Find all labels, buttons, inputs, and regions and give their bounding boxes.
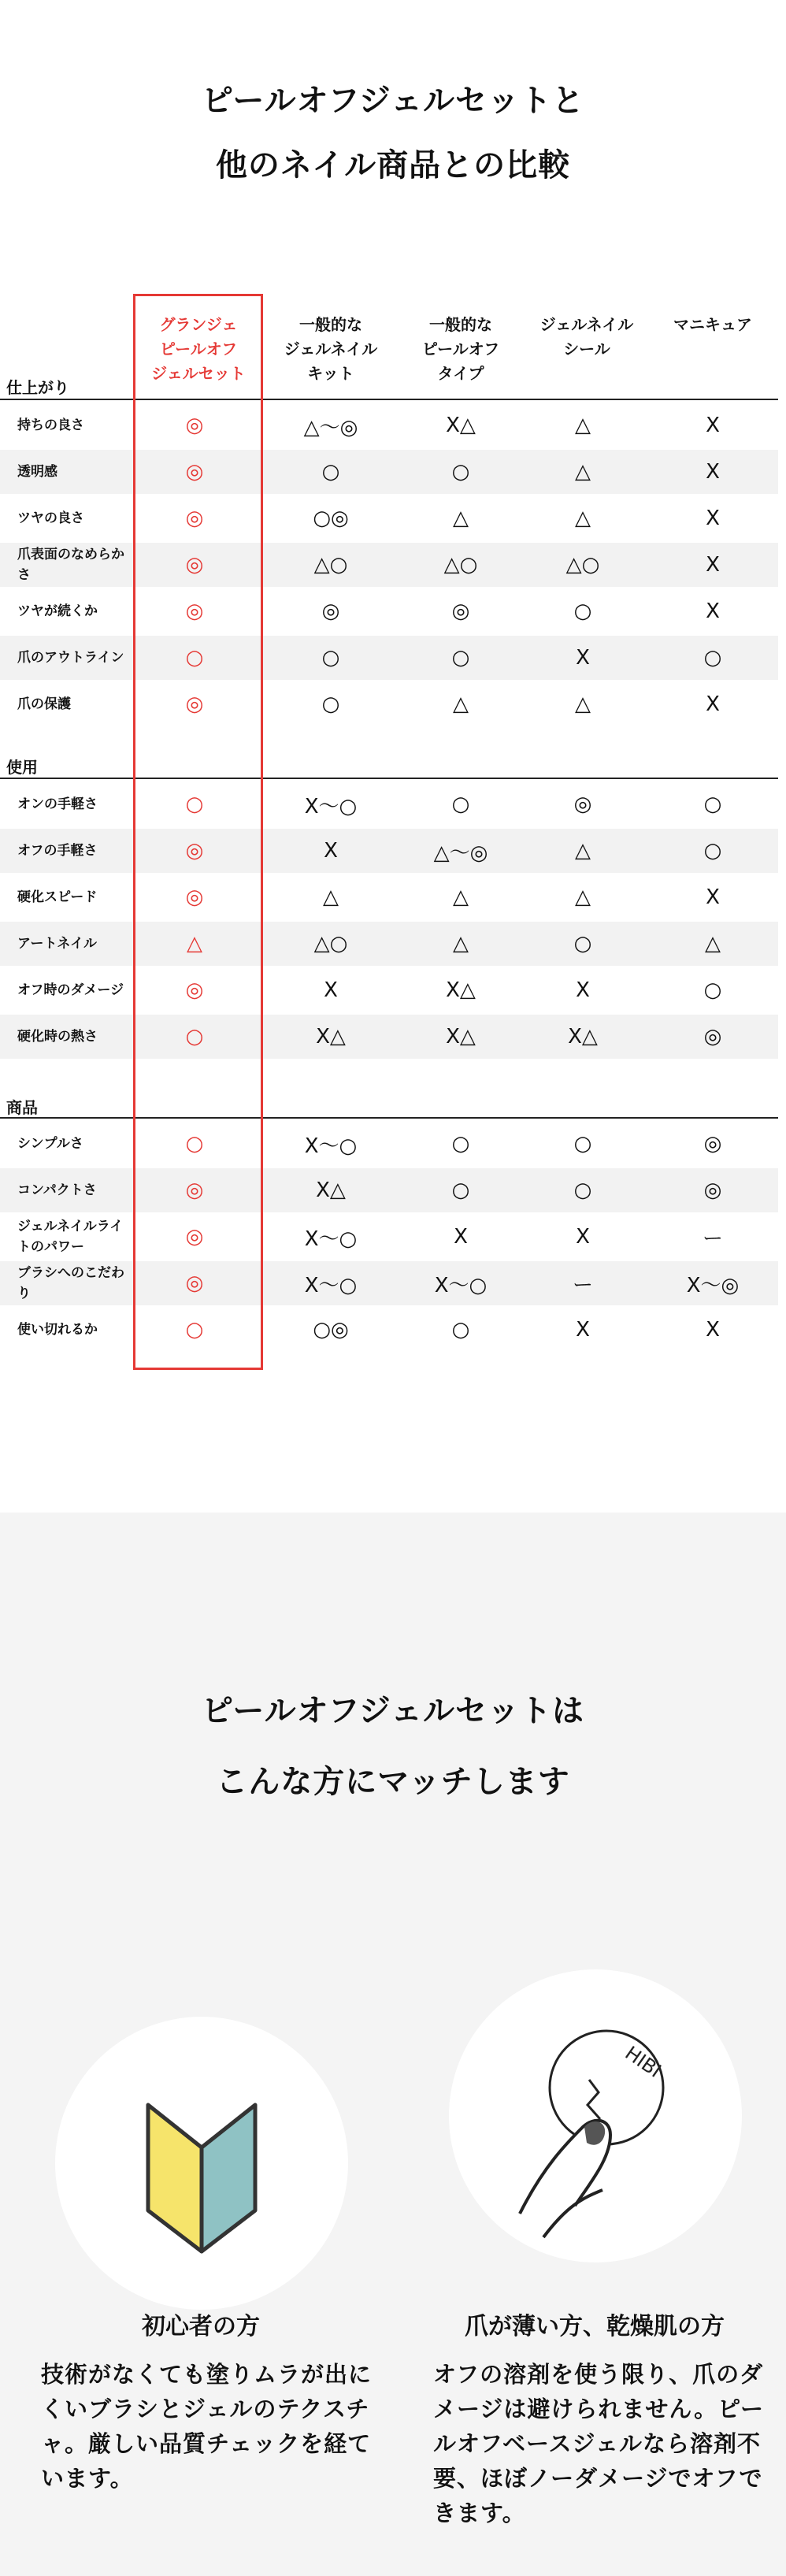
row-label: 爪表面のなめらかさ bbox=[17, 547, 124, 583]
table-row bbox=[0, 1261, 778, 1305]
rating-cell: △ bbox=[575, 460, 591, 484]
rating-cell: ◎ bbox=[185, 839, 204, 863]
rating-cell: X〜○ bbox=[434, 1273, 488, 1297]
group-title: 商品 bbox=[6, 1098, 38, 1117]
row-label: アートネイル bbox=[17, 936, 97, 952]
comparison-title-line2: 他のネイル商品との比較 bbox=[215, 147, 571, 184]
row-label: 硬化スピード bbox=[17, 889, 98, 905]
table-row bbox=[0, 496, 778, 540]
row-label: オフの手軽さ bbox=[17, 843, 98, 859]
recommendation-title-line1: ピールオフジェルセットは bbox=[202, 1693, 584, 1729]
rating-cell: X bbox=[576, 1225, 590, 1249]
rating-cell: ○ bbox=[321, 646, 340, 670]
rating-cell: X bbox=[706, 885, 720, 909]
table-row bbox=[0, 1122, 778, 1166]
row-label: ブラシへのこだわり bbox=[17, 1265, 124, 1301]
rating-cell: ◎ bbox=[703, 1025, 722, 1049]
highlight-column-frame bbox=[133, 294, 263, 1370]
rating-cell: X〜○ bbox=[304, 794, 358, 818]
rating-cell: ○ bbox=[703, 978, 722, 1002]
rating-cell: △○ bbox=[565, 553, 600, 577]
rating-cell: △ bbox=[575, 692, 591, 716]
row-label: ツヤが続くか bbox=[17, 603, 98, 619]
card-title-thin-nail: 爪が薄い方、乾燥肌の方 bbox=[465, 2313, 725, 2340]
table-row bbox=[0, 922, 778, 966]
rating-cell: △ bbox=[453, 932, 469, 956]
rating-cell: ○ bbox=[321, 692, 340, 716]
table-row bbox=[0, 682, 778, 726]
rating-cell: X bbox=[454, 1225, 468, 1249]
rating-cell: X bbox=[324, 839, 338, 863]
rating-cell: X△ bbox=[316, 1025, 346, 1049]
rating-cell: ○ bbox=[573, 932, 592, 956]
table-row bbox=[0, 403, 778, 447]
card-description-thin-nail: オフの溶剤を使う限り、爪のダメージは避けられません。ピールオフベースジェルなら溶剤不要、ほぼノーダメージでオフできます。 bbox=[433, 2361, 765, 2526]
rating-cell: ○ bbox=[573, 1179, 592, 1202]
table-row bbox=[0, 1015, 778, 1059]
rating-cell: X△ bbox=[446, 414, 476, 437]
rating-cell: ○ bbox=[321, 460, 340, 484]
rating-cell: ○ bbox=[451, 1132, 470, 1156]
column-header-2: 一般的な ジェルネイル キット bbox=[284, 315, 378, 383]
column-header-3: 一般的な ピールオフ タイプ bbox=[421, 315, 500, 383]
group-divider bbox=[0, 1117, 778, 1119]
row-label: オフ時のダメージ bbox=[17, 982, 124, 998]
rating-cell: X bbox=[706, 599, 720, 623]
column-header-4: ジェルネイル シール bbox=[539, 315, 634, 358]
row-label: 爪の保護 bbox=[17, 696, 71, 712]
rating-cell: X△ bbox=[568, 1025, 598, 1049]
rating-cell: X△ bbox=[316, 1179, 346, 1202]
rating-cell: ○ bbox=[703, 839, 722, 863]
table-row bbox=[0, 543, 778, 587]
recommendation-title-line2: こんな方にマッチします bbox=[216, 1764, 570, 1800]
group-divider bbox=[0, 399, 778, 400]
rating-cell: ◎ bbox=[185, 599, 204, 623]
rating-cell: ◎ bbox=[185, 1225, 204, 1249]
rating-cell: X〜◎ bbox=[686, 1273, 740, 1297]
rating-cell: X〜○ bbox=[304, 1134, 358, 1158]
row-label: オンの手軽さ bbox=[17, 796, 98, 812]
rating-cell: ー bbox=[572, 1273, 593, 1297]
rating-cell: ◎ bbox=[451, 599, 470, 623]
rating-cell: X bbox=[576, 978, 590, 1002]
rating-cell: X△ bbox=[446, 1025, 476, 1049]
table-row bbox=[0, 1215, 778, 1259]
rating-cell: △ bbox=[575, 839, 591, 863]
rating-cell: X〜○ bbox=[304, 1227, 358, 1251]
rating-cell: X bbox=[706, 460, 720, 484]
rating-cell: ○ bbox=[573, 599, 592, 623]
rating-cell: △○ bbox=[313, 932, 348, 956]
rating-cell: ○ bbox=[451, 1179, 470, 1202]
rating-cell: X bbox=[706, 553, 720, 577]
rating-cell: ー bbox=[702, 1227, 723, 1251]
rating-cell: △ bbox=[453, 692, 469, 716]
beginner-illustration bbox=[55, 2017, 348, 2310]
rating-cell: ◎ bbox=[703, 1179, 722, 1202]
column-header-5: マニキュア bbox=[673, 315, 752, 334]
table-row bbox=[0, 589, 778, 633]
row-label: 使い切れるか bbox=[17, 1322, 98, 1338]
rating-cell: X〜○ bbox=[304, 1273, 358, 1297]
rating-cell: ◎ bbox=[185, 1179, 204, 1202]
rating-cell: △ bbox=[187, 932, 202, 956]
rating-cell: ○◎ bbox=[313, 1318, 349, 1342]
column-header-1: グランジェ ピールオフ ジェルセット bbox=[151, 315, 246, 383]
rating-cell: ◎ bbox=[185, 1271, 204, 1295]
rating-cell: ○◎ bbox=[313, 507, 349, 530]
group-divider bbox=[0, 778, 778, 779]
table-row bbox=[0, 829, 778, 873]
rating-cell: ◎ bbox=[185, 553, 204, 577]
rating-cell: X bbox=[706, 414, 720, 437]
rating-cell: △○ bbox=[313, 553, 348, 577]
row-label: 爪のアウトライン bbox=[17, 650, 124, 666]
rating-cell: ◎ bbox=[185, 460, 204, 484]
table-row bbox=[0, 450, 778, 494]
rating-cell: △〜◎ bbox=[433, 841, 488, 865]
rating-cell: ○ bbox=[185, 1132, 204, 1156]
group-title: 仕上がり bbox=[6, 378, 69, 397]
svg-text:HIBI: HIBI bbox=[621, 2041, 666, 2082]
rating-cell: ◎ bbox=[573, 792, 592, 816]
rating-cell: X bbox=[706, 1318, 720, 1342]
rating-cell: △ bbox=[575, 885, 591, 909]
rating-cell: ◎ bbox=[185, 692, 204, 716]
row-label: 硬化時の熱さ bbox=[17, 1029, 98, 1045]
table-row bbox=[0, 875, 778, 919]
comparison-title-line1: ピールオフジェルセットと bbox=[202, 83, 584, 119]
rating-cell: △ bbox=[575, 507, 591, 530]
rating-cell: ○ bbox=[451, 1318, 470, 1342]
rating-cell: △○ bbox=[443, 553, 478, 577]
rating-cell: ○ bbox=[185, 1318, 204, 1342]
thin-nail-finger-icon bbox=[449, 1969, 742, 2262]
row-label: コンパクトさ bbox=[17, 1182, 97, 1198]
rating-cell: ◎ bbox=[703, 1132, 722, 1156]
rating-cell: ◎ bbox=[185, 885, 204, 909]
rating-cell: △ bbox=[705, 932, 721, 956]
rating-cell: ○ bbox=[451, 460, 470, 484]
rating-cell: ◎ bbox=[321, 599, 340, 623]
rating-cell: △ bbox=[453, 507, 469, 530]
card-title-beginner: 初心者の方 bbox=[142, 2313, 260, 2340]
table-row bbox=[0, 1308, 778, 1352]
rating-cell: ○ bbox=[573, 1132, 592, 1156]
rating-cell: ○ bbox=[451, 792, 470, 816]
row-label: 透明感 bbox=[17, 464, 57, 480]
thin-nail-illustration bbox=[449, 1969, 742, 2262]
rating-cell: X△ bbox=[446, 978, 476, 1002]
group-title: 使用 bbox=[6, 758, 38, 777]
rating-cell: X bbox=[706, 507, 720, 530]
table-row bbox=[0, 636, 778, 680]
row-label: ツヤの良さ bbox=[17, 510, 84, 526]
rating-cell: △ bbox=[575, 414, 591, 437]
rating-cell: ◎ bbox=[185, 507, 204, 530]
table-row bbox=[0, 968, 778, 1012]
rating-cell: X bbox=[324, 978, 338, 1002]
row-label: 持ちの良さ bbox=[17, 418, 84, 433]
rating-cell: △ bbox=[323, 885, 339, 909]
rating-cell: ○ bbox=[703, 646, 722, 670]
rating-cell: ○ bbox=[185, 646, 204, 670]
beginner-mark-icon bbox=[55, 2017, 348, 2310]
rating-cell: ○ bbox=[451, 646, 470, 670]
rating-cell: X bbox=[576, 1318, 590, 1342]
rating-cell: X bbox=[576, 646, 590, 670]
card-description-beginner: 技術がなくても塗りムラが出にくいブラシとジェルのテクスチャ。厳しい品質チェックを経ています。 bbox=[41, 2361, 373, 2492]
rating-cell: ○ bbox=[185, 792, 204, 816]
row-label: シンプルさ bbox=[17, 1136, 83, 1152]
rating-cell: ◎ bbox=[185, 414, 204, 437]
rating-cell: △ bbox=[453, 885, 469, 909]
rating-cell: ○ bbox=[703, 792, 722, 816]
table-row bbox=[0, 782, 778, 826]
rating-cell: ◎ bbox=[185, 978, 204, 1002]
rating-cell: X bbox=[706, 692, 720, 716]
table-row bbox=[0, 1168, 778, 1212]
rating-cell: ○ bbox=[185, 1025, 204, 1049]
rating-cell: △〜◎ bbox=[303, 415, 358, 440]
row-label: ジェルネイルライトのパワー bbox=[17, 1219, 124, 1255]
